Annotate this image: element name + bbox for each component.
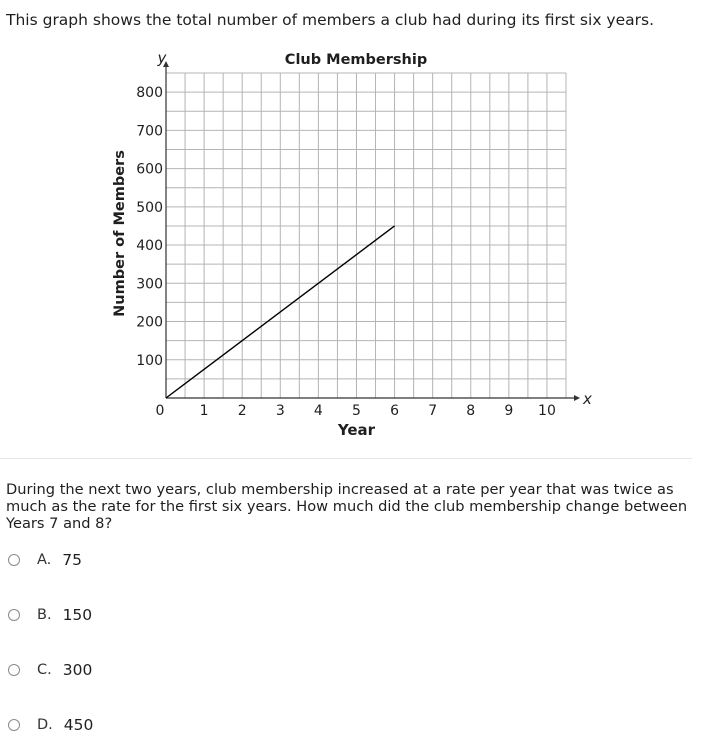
x-tick-label: 8 [466, 403, 476, 419]
origin-label: 0 [155, 403, 165, 419]
choice-text: 450 [63, 716, 94, 734]
x-tick-label: 6 [390, 403, 400, 419]
y-tick-label: 700 [136, 123, 163, 140]
y-tick-label: 100 [136, 352, 163, 369]
choice-letter: A. [37, 552, 52, 568]
chart-title: Club Membership [284, 52, 428, 68]
y-tick-label: 600 [136, 161, 163, 178]
choice-a[interactable] [6, 545, 82, 575]
chart-grid [166, 73, 566, 398]
x-tick-label: 2 [237, 403, 247, 419]
intro-text: This graph shows the total number of members a club had during its first six years. [6, 11, 654, 29]
choice-text: 75 [62, 551, 83, 569]
x-tick-label: 3 [275, 403, 285, 419]
x-axis-arrow-icon [574, 395, 580, 401]
x-tick-label: 4 [313, 403, 323, 419]
radio-icon[interactable] [8, 719, 20, 731]
x-axis-title: Year [337, 421, 376, 439]
choice-letter: C. [37, 662, 52, 678]
y-tick-label: 500 [136, 199, 163, 216]
x-tick-label: 7 [428, 403, 438, 419]
x-tick-label: 9 [504, 403, 514, 419]
y-tick-label: 800 [136, 85, 163, 102]
y-tick-label: 200 [136, 314, 163, 331]
choice-text: 300 [62, 661, 93, 679]
radio-icon[interactable] [8, 609, 20, 621]
choice-text: 150 [62, 606, 93, 624]
y-axis-letter: y [157, 49, 167, 67]
choice-d[interactable] [6, 710, 93, 740]
choice-b[interactable] [6, 600, 92, 630]
x-tick-label: 5 [352, 403, 361, 419]
section-divider [0, 458, 692, 459]
y-axis-title: Number of Members [112, 150, 128, 317]
y-tick-label: 300 [136, 276, 163, 293]
chart-axes [163, 61, 580, 401]
club-membership-chart [100, 46, 600, 446]
chart-container [100, 46, 600, 446]
y-tick-label: 400 [136, 238, 163, 255]
question-text: During the next two years, club membership increased at a rate per year that was twice as much as the rate for the first six years. How much did the club membership change between Years 7 and 8? [6, 481, 688, 532]
x-tick-label: 10 [538, 403, 556, 419]
radio-icon[interactable] [8, 664, 20, 676]
choice-c[interactable] [6, 655, 92, 685]
radio-icon[interactable] [8, 554, 20, 566]
chart-labels [112, 49, 592, 439]
choice-letter: D. [37, 717, 53, 733]
choice-letter: B. [37, 607, 52, 623]
x-axis-letter: x [583, 390, 592, 408]
x-tick-label: 1 [199, 403, 209, 419]
